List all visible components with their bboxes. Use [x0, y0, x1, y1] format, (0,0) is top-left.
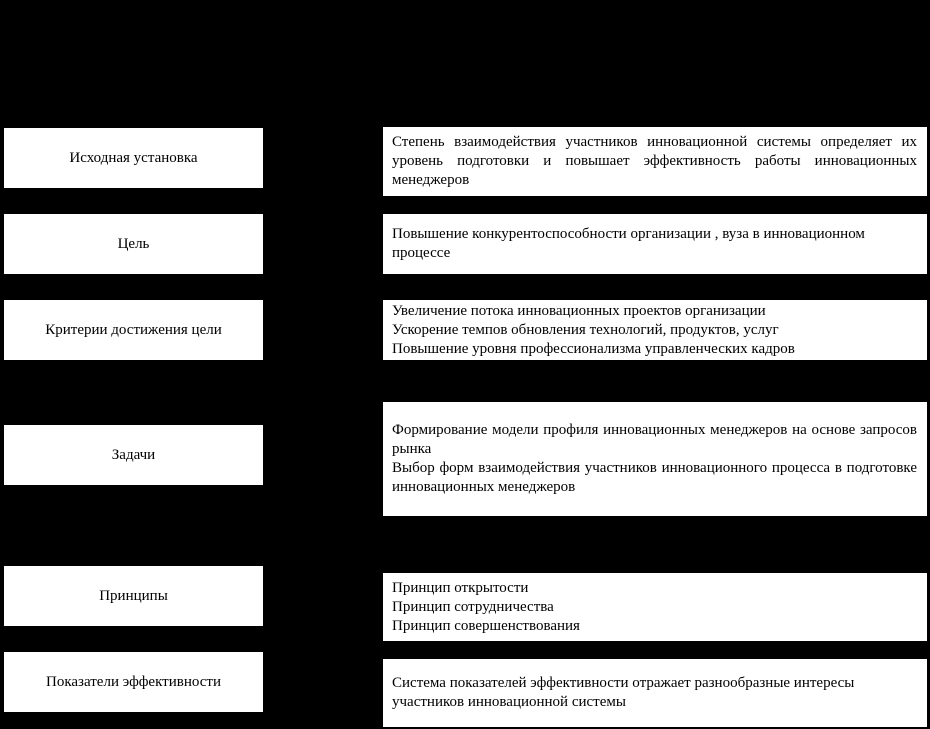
description-line: Ускорение темпов обновления технологий, продуктов, услуг: [392, 321, 779, 338]
label-tasks: Задачи: [111, 446, 156, 463]
description-box-goal: [383, 214, 927, 274]
description-box-initial-setting: [383, 127, 927, 196]
description-line: Степень взаимодействия участников инновационной системы определяет их уровень подготовки и повышает эффективность работы инновационных менеджеров: [392, 134, 917, 188]
label-principles: Принципы: [99, 587, 168, 604]
label-box-tasks: [4, 425, 263, 485]
description-line: Принцип сотрудничества: [392, 598, 554, 615]
description-line: Принцип открытости: [392, 579, 529, 596]
description-line: Выбор форм взаимодействия участников инновационного процесса в подготовке инновационных менеджеров: [392, 460, 917, 495]
description-box-criteria: [383, 300, 927, 360]
description-line: Принцип совершенствования: [392, 617, 580, 634]
label-goal: Цель: [117, 235, 150, 252]
description-line: Повышение конкурентоспособности организации , вуза в инновационном процессе: [392, 226, 865, 261]
description-line: Увеличение потока инновационных проектов организации: [392, 302, 766, 319]
label-box-goal: [4, 214, 263, 274]
label-box-initial-setting: [4, 128, 263, 188]
description-line: Система показателей эффективности отражает разнообразные интересы участников инновационной системы: [392, 675, 855, 710]
label-initial-setting: Исходная установка: [69, 149, 198, 166]
label-box-efficiency-indicators: [4, 652, 263, 712]
description-line: Повышение уровня профессионализма управленческих кадров: [392, 340, 795, 357]
description-line: Формирование модели профиля инновационных менеджеров на основе запросов рынка: [392, 422, 917, 457]
description-box-efficiency-indicators: [383, 659, 927, 727]
description-box-tasks: [383, 402, 927, 516]
label-box-principles: [4, 566, 263, 626]
label-criteria: Критерии достижения цели: [45, 321, 222, 338]
label-efficiency-indicators: Показатели эффективности: [46, 673, 221, 690]
description-box-principles: [383, 573, 927, 641]
label-box-criteria: [4, 300, 263, 360]
